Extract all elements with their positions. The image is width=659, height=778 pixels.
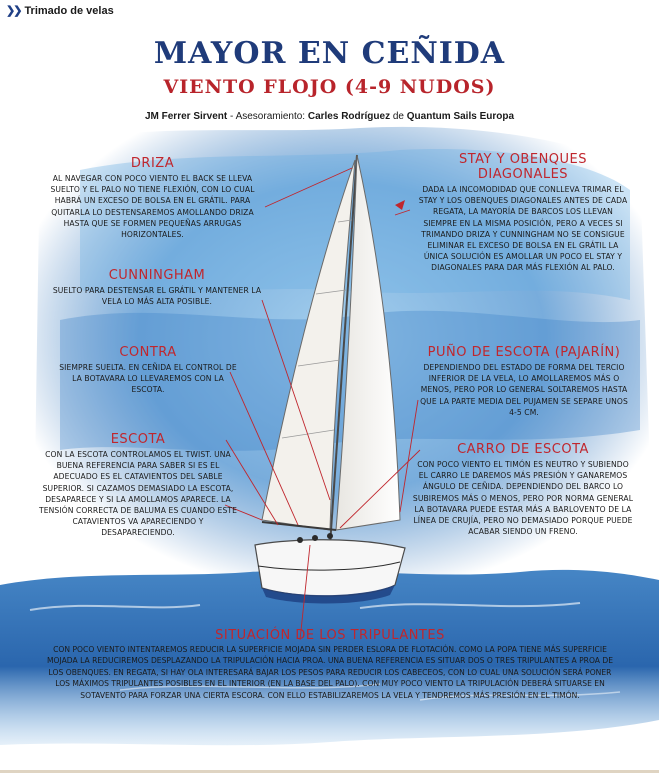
page-subtitle: VIENTO FLOJO (4-9 NUDOS) (163, 76, 496, 98)
author-name: JM Ferrer Sirvent (144, 111, 228, 122)
puno-text: DEPENDIENDO DEL ESTADO DE FORMA DEL TERCIO INFERIOR DE LA VELA, LO AMOLLAREMOS MÁS O MENOS, PERO POR LO GENERAL SOLTAREMOS HASTA QUE LA PARTE MEDIA DEL PUJAMEN SE SEPARE UNOS 4-5 CM. (420, 363, 628, 417)
escota-text: CON LA ESCOTA CONTROLAMOS EL TWIST. UNA BUENA REFERENCIA PARA SABER SI ES EL ADECUADO ES EL CATAVIENTOS DEL SABLE SUPERIOR. SI CAZAMOS DEMASIADO LA ESCOTA, DESAPARECE Y SI LA AMOLLAMOS APARECE. LA TENSIÓN CORRECTA DE BALUMA ES CUANDO ESTE CATAVIENTOS VA APARECIENDO Y DESAPARECIENDO. (38, 450, 238, 538)
carro-block (412, 442, 634, 537)
contra-block (58, 345, 238, 396)
driza-block (40, 156, 265, 240)
footer-line (0, 770, 659, 773)
advice-label: Asesoramiento: (235, 111, 306, 122)
cunningham-text: SUELTO PARA DESTENSAR EL GRÁTIL Y MANTENER LA VELA LO MÁS ALTA POSIBLE. (52, 286, 262, 307)
tripulantes-heading: SITUACIÓN DE LOS TRIPULANTES (215, 628, 445, 643)
contra-heading: CONTRA (119, 345, 177, 360)
escota-block (38, 432, 238, 539)
carro-text: CON POCO VIENTO EL TIMÓN ES NEUTRO Y SUBIENDO EL CARRO LE DAREMOS MÁS PRESIÓN Y GANAREMOS ÁNGULO DE CEÑIDA. DEPENDIENDO DEL BARCO LO SUBIREMOS MÁS O MENOS, PERO POR NORMA GENERAL LA BOTAVARA PUEDE ESTAR MÁS A BARLOVENTO DE LA LÍNEA DE CRUJÍA, PERO NO DEMASIADO PORQUE PUEDE ACABAR SIENDO UN FRENO. (412, 460, 634, 537)
carro-heading: CARRO DE ESCOTA (457, 442, 589, 457)
driza-heading: DRIZA (130, 156, 175, 171)
stay-block (418, 152, 628, 274)
cunningham-block (52, 268, 262, 307)
stay-heading: STAY Y OBENQUES DIAGONALES (458, 152, 588, 182)
driza-text: AL NAVEGAR CON POCO VIENTO EL BACK SE LLEVA SUELTO Y EL PALO NO TIENE FLEXIÓN, CON LO CUAL HABRÁ UN EXCESO DE BOLSA EN EL GRÁTIL. PARA QUITARLA LO DESTENSAREMOS AMOLLANDO DRIZA HASTA QUE SE FORMEN PEQUEÑAS ARRUGAS HORIZONTALES. (50, 174, 255, 240)
advisor-name: Carles Rodríguez (307, 111, 391, 122)
section-tag (6, 4, 114, 17)
escota-heading: ESCOTA (110, 432, 166, 447)
advisor-connector: de (392, 111, 404, 122)
credits-separator: - (227, 111, 236, 122)
company-name: Quantum Sails Europa (406, 111, 515, 122)
tripulantes-text: CON POCO VIENTO INTENTAREMOS REDUCIR LA SUPERFICIE MOJADA SIN PERDER ESLORA DE FLOTACIÓN. COMO LA POPA TIENE MÁS SUPERFICIE MOJADA LA REDUCIREMOS DESPLAZANDO LA TRIPULACIÓN HACIA PROA. UNA BUENA REFERENCIA ES SITUAR DOS O TRES TRIPULANTES A PROA DE LOS OBENQUES. EN REGATA, SI HAY OLA INTERESARÁ BAJAR LOS PESOS PARA REDUCIR LOS CABECEOS, CON LO CUAL UNA SOLUCIÓN SERÁ PONER LOS MÁXIMOS TRIPULANTES POSIBLES EN EL INTERIOR (EN LA BASE DEL PALO). CON MUY POCO VIENTO LA TRIPULACIÓN DEBERÁ SITUARSE EN SOTAVENTO PARA FORZAR UNA CIERTA ESCORA. CON ELLO ESTABILIZAREMOS LA VELA Y TENDREMOS MÁS PRESIÓN EN EL TIMÓN. (46, 644, 614, 700)
credits (0, 111, 659, 122)
cunningham-heading: CUNNINGHAM (108, 268, 206, 283)
puno-heading: PUÑO DE ESCOTA (PAJARÍN) (427, 345, 621, 360)
section-name: Trimado de velas (24, 5, 114, 17)
stay-text: DADA LA INCOMODIDAD QUE CONLLEVA TRIMAR EL STAY Y LOS OBENQUES DIAGONALES ANTES DE CADA REGATA, LA MAYORÍA DE BARCOS LOS LLEVAN SIEMPRE EN LA MISMA POSICIÓN, PERO A VECES SI TRIMANDO DRIZA Y CUNNINGHAM NO SE CONSIGUE ELIMINAR EL EXCESO DE BOLSA EN EL GRÁTIL LA ÚNICA SOLUCIÓN ES AMOLLAR UN POCO EL STAY Y DIAGONALES PARA DAR MÁS FLEXIÓN AL PALO. (418, 185, 628, 273)
page-title: MAYOR EN CEÑIDA (153, 36, 506, 71)
puno-block (418, 345, 630, 418)
double-chevron-icon: ❯❯ (6, 5, 21, 17)
contra-text: SIEMPRE SUELTA. EN CEÑIDA EL CONTROL DE LA BOTAVARA LO LLEVAREMOS CON LA ESCOTA. (59, 363, 237, 395)
tripulantes-block (40, 630, 620, 702)
